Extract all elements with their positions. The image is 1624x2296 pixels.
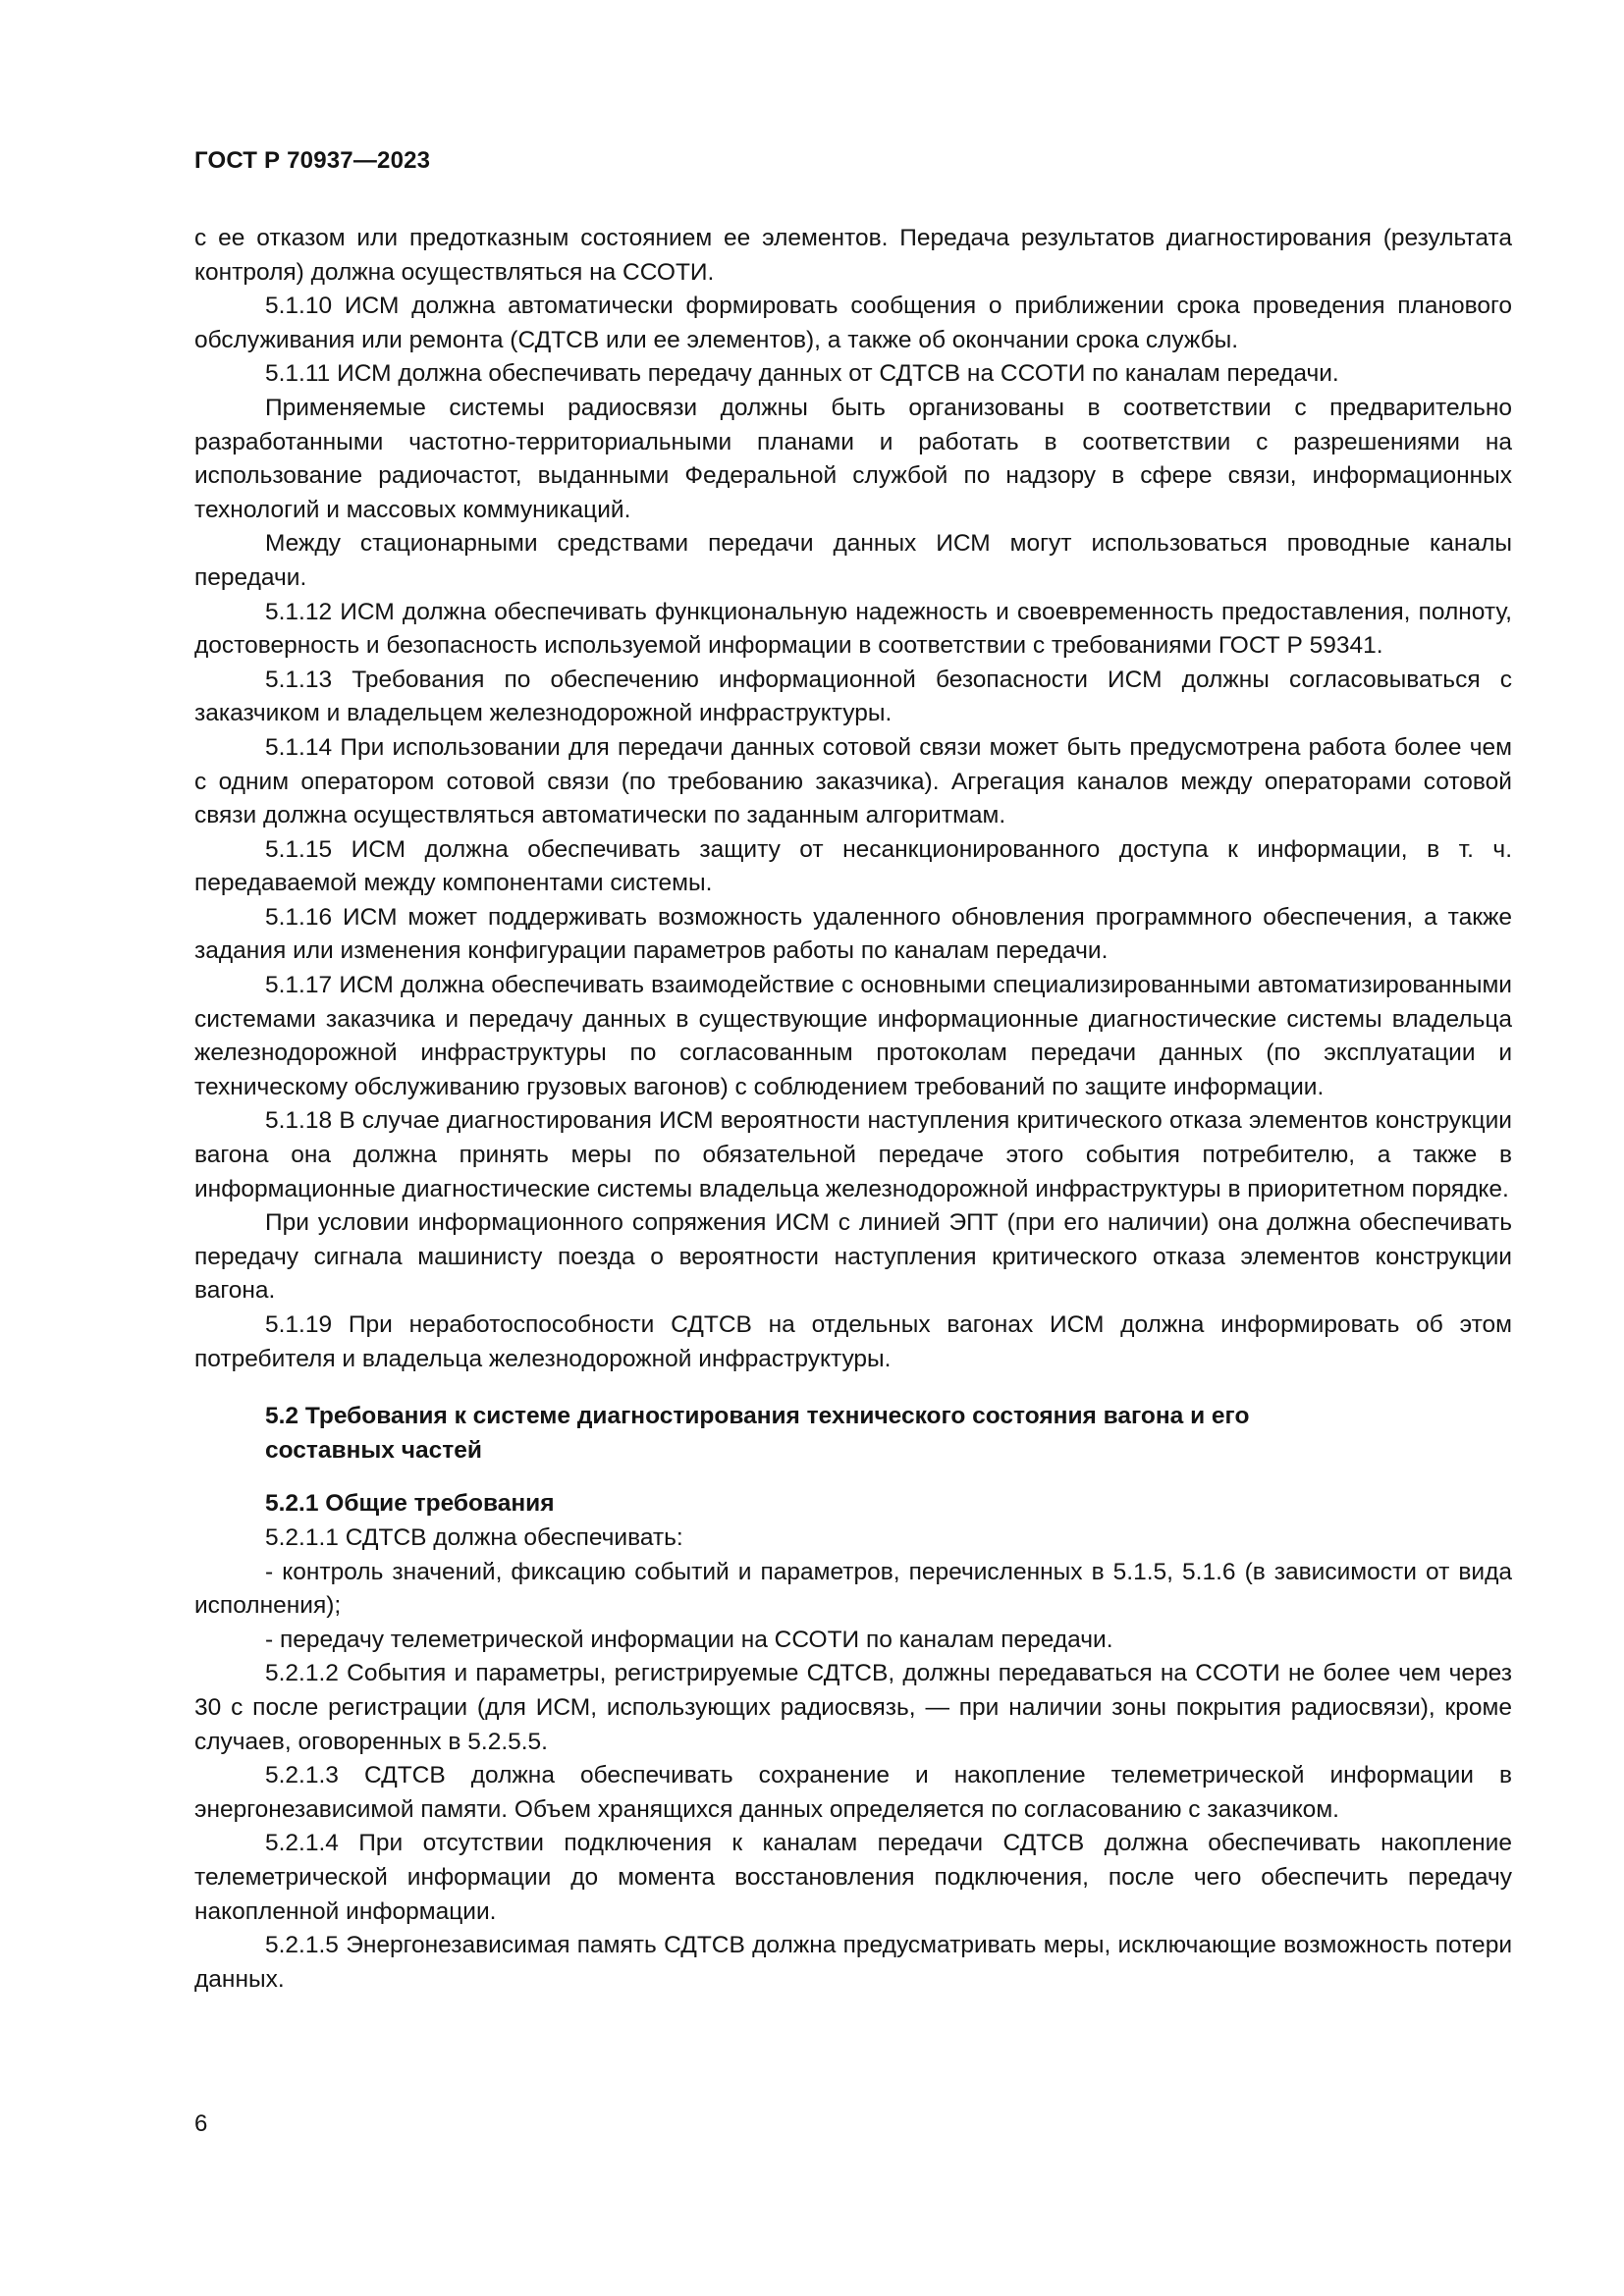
paragraph-5-1-19: 5.1.19 При неработоспособности СДТСВ на отдельных вагонах ИСМ должна информировать об этом потребителя и владельца железнодорожной инфраструктуры.: [194, 1311, 1512, 1372]
paragraph-5-1-10: 5.1.10 ИСМ должна автоматически формировать сообщения о приближении срока проведения планового обслуживания или ремонта (СДТСВ или ее элементов), а также об окончании срока службы.: [194, 293, 1512, 353]
list-item-transfer: - передачу телеметрической информации на ССОТИ по каналам передачи.: [265, 1626, 1113, 1653]
page-number: 6: [194, 2110, 208, 2137]
paragraph-5-2-1-5: 5.2.1.5 Энергонезависимая память СДТСВ должна предусматривать меры, исключающие возможность потери данных.: [194, 1932, 1512, 1993]
paragraph-5-2-1-2: 5.2.1.2 События и параметры, регистрируемые СДТСВ, должны передаваться на ССОТИ не более чем через 30 с после регистрации (для ИСМ, использующих радиосвязь, — при наличии зоны покрытия радиосвязи), кроме случаев, оговоренных в 5.2.5.5.: [194, 1660, 1512, 1755]
paragraph-continuation: с ее отказом или предотказным состоянием ее элементов. Передача результатов диагностирования (результата контроля) должна осуществляться на ССОТИ.: [194, 225, 1512, 286]
paragraph-radio-systems: Применяемые системы радиосвязи должны быть организованы в соответствии с предварительно разработанными частотно-территориальными планами и работать в соответствии с разрешениями на использование радиочастот, выданными Федеральной службой по надзору в сфере связи, информационных технологий и массовых коммуникаций.: [194, 394, 1512, 523]
paragraph-5-1-15: 5.1.15 ИСМ должна обеспечивать защиту от несанкционированного доступа к информации, в т. ч. передаваемой между компонентами системы.: [194, 835, 1512, 897]
paragraph-5-1-18: 5.1.18 В случае диагностирования ИСМ вероятности наступления критического отказа элементов конструкции вагона она должна принять меры по обязательной передаче этого события потребителю, а также в информационные диагностические системы владельца железнодорожной инфраструктуры в приоритетном порядке.: [194, 1107, 1512, 1202]
paragraph-5-2-1-1: 5.2.1.1 СДТСВ должна обеспечивать:: [265, 1523, 683, 1551]
paragraph-5-1-16: 5.1.16 ИСМ может поддерживать возможность удаленного обновления программного обеспечения, а также задания или изменения конфигурации параметров работы по каналам передачи.: [194, 903, 1512, 965]
paragraph-ept-interface: При условии информационного сопряжения ИСМ с линией ЭПТ (при его наличии) она должна обеспечивать передачу сигнала машинисту поезда о вероятности наступления критического отказа элементов конструкции вагона.: [194, 1209, 1512, 1305]
paragraph-5-1-17: 5.1.17 ИСМ должна обеспечивать взаимодействие с основными специализированными автоматизированными системами заказчика и передачу данных в существующие информационные диагностические системы владельца железнодорожной инфраструктуры по согласованным протоколам передачи данных (по эксплуатации и техническому обслуживанию грузовых вагонов) с соблюдением требований по защите информации.: [194, 972, 1512, 1100]
paragraph-5-2-1-3: 5.2.1.3 СДТСВ должна обеспечивать сохранение и накопление телеметрической информации в энергонезависимой памяти. Объем хранящихся данных определяется по согласованию с заказчиком.: [194, 1762, 1512, 1823]
list-item-control: - контроль значений, фиксацию событий и параметров, перечисленных в 5.1.5, 5.1.6 (в зависимости от вида исполнения);: [194, 1558, 1512, 1620]
subsection-title-5-2-1: 5.2.1 Общие требования: [265, 1490, 555, 1518]
paragraph-wired-channels: Между стационарными средствами передачи данных ИСМ могут использоваться проводные каналы передачи.: [194, 530, 1512, 591]
paragraph-5-1-13: 5.1.13 Требования по обеспечению информационной безопасности ИСМ должны согласовываться с заказчиком и владельцем железнодорожной инфраструктуры.: [194, 666, 1512, 727]
paragraph-5-1-12: 5.1.12 ИСМ должна обеспечивать функциональную надежность и своевременность предоставления, полноту, достоверность и безопасность используемой информации в соответствии с требованиями ГОСТ Р 59341.: [194, 598, 1512, 660]
document-body: [194, 222, 1512, 1997]
section-title-5-2: 5.2 Требования к системе диагностирования технического состояния вагона и его составных частей: [265, 1403, 1250, 1464]
paragraph-5-2-1-4: 5.2.1.4 При отсутствии подключения к каналам передачи СДТСВ должна обеспечивать накопление телеметрической информации до момента восстановления подключения, после чего обеспечить передачу накопленной информации.: [194, 1830, 1512, 1925]
document-header: ГОСТ Р 70937—2023: [194, 147, 431, 174]
paragraph-5-1-11: 5.1.11 ИСМ должна обеспечивать передачу данных от СДТСВ на ССОТИ по каналам передачи.: [265, 360, 1339, 388]
paragraph-5-1-14: 5.1.14 При использовании для передачи данных сотовой связи может быть предусмотрена работа более чем с одним оператором сотовой связи (по требованию заказчика). Агрегация каналов между операторами сотовой связи должна осуществляться автоматически по заданным алгоритмам.: [194, 733, 1512, 829]
